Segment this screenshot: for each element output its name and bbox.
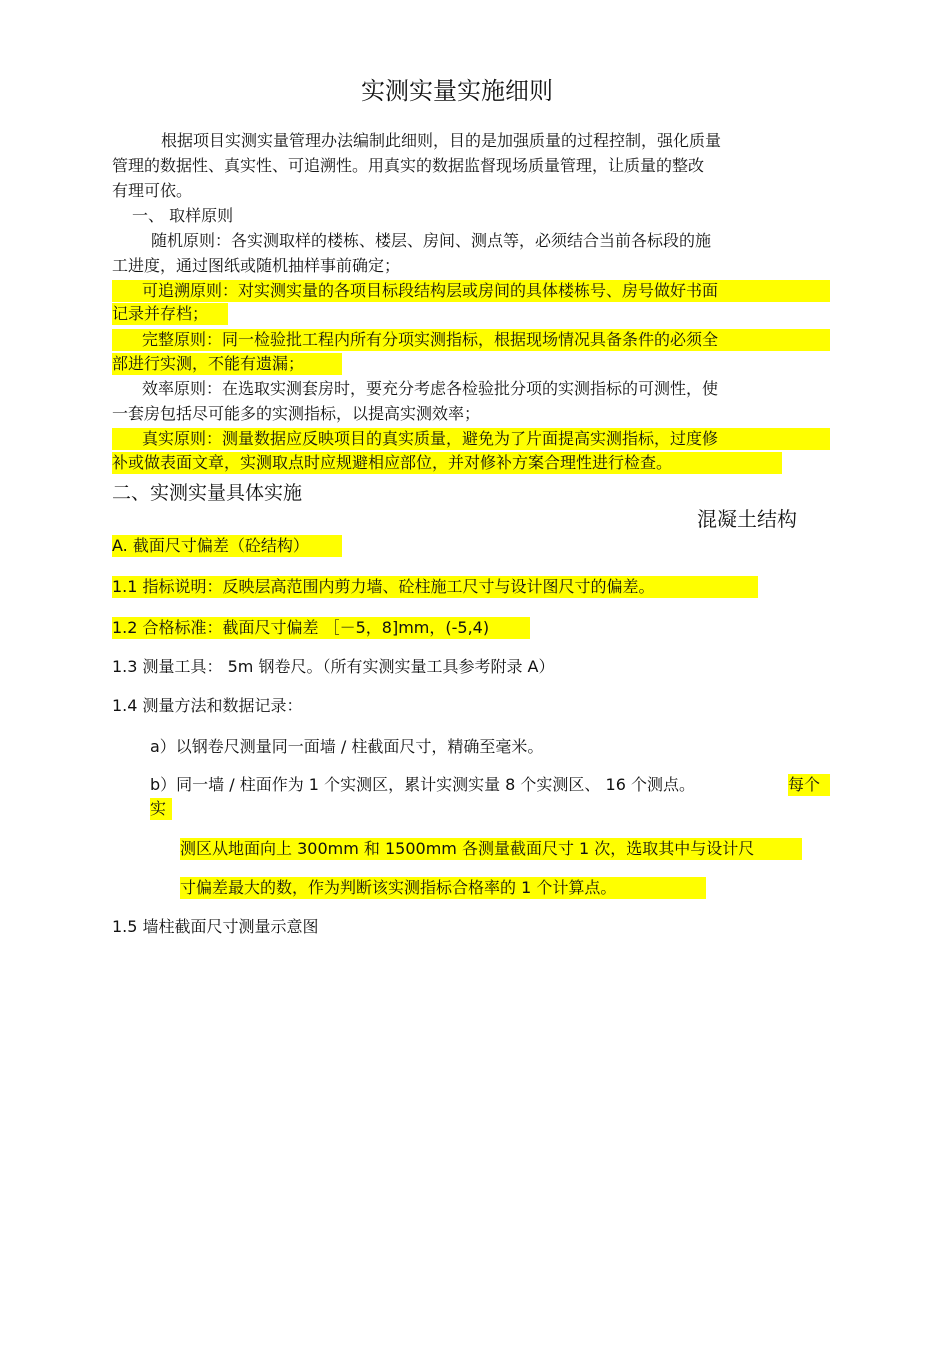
item-b-continuation-2: 寸偏差最大的数，作为判断该实测指标合格率的 1 个计算点。 — [180, 877, 706, 899]
item-1-1: 1.1 指标说明：反映层高范围内剪力墙、砼柱施工尺寸与设计图尺寸的偏差。 — [112, 576, 758, 598]
intro-line-2: 管理的数据性、真实性、可追溯性。用真实的数据监督现场质量管理，让质量的整改 — [112, 156, 705, 175]
page-title: 实测实量实施细则 — [361, 77, 553, 105]
complete-principle-line-2: 部进行实测，不能有遗漏； — [112, 353, 342, 375]
random-principle-line-2: 工进度，通过图纸或随机抽样事前确定； — [112, 256, 401, 275]
intro-line-3: 有理可依。 — [112, 181, 193, 200]
item-b-text: b）同一墙 / 柱面作为 1 个实测区，累计实测实量 8 个实测区、 16 个测点。 — [150, 775, 695, 794]
section-2-heading: 二、实测实量具体实施 — [112, 482, 303, 504]
efficiency-principle-line-2: 一套房包括尽可能多的实测指标，以提高实测效率； — [112, 404, 481, 423]
complete-principle-line-1: 完整原则：同一检验批工程内所有分项实测指标，根据现场情况具备条件的必须全 — [112, 329, 830, 351]
item-b-highlight-end: 每个 — [788, 774, 830, 796]
random-principle-line-1: 随机原则：各实测取样的楼栋、楼层、房间、测点等，必须结合当前各标段的施 — [151, 231, 712, 250]
truth-principle-line-1: 真实原则：测量数据应反映项目的真实质量，避免为了片面提高实测指标，过度修 — [112, 428, 830, 450]
item-1-3: 1.3 测量工具： 5m 钢卷尺。（所有实测实量工具参考附录 A） — [112, 657, 555, 676]
item-1-5: 1.5 墙柱截面尺寸测量示意图 — [112, 917, 319, 936]
section-1-heading: 一、 取样原则 — [132, 206, 234, 225]
item-b-highlight-wrap: 实 — [150, 798, 172, 820]
item-1-4: 1.4 测量方法和数据记录： — [112, 696, 303, 715]
item-b-continuation-1: 测区从地面向上 300mm 和 1500mm 各测量截面尺寸 1 次，选取其中与设计尺 — [180, 838, 802, 860]
item-1-2: 1.2 合格标准：截面尺寸偏差 ［－5，8]mm，(-5,4) — [112, 617, 530, 639]
trace-principle-line-1: 可追溯原则：对实测实量的各项目标段结构层或房间的具体楼栋号、房号做好书面 — [112, 280, 830, 302]
intro-line-1: 根据项目实测实量管理办法编制此细则，目的是加强质量的过程控制，强化质量 — [161, 131, 722, 150]
item-a-text: a）以钢卷尺测量同一面墙 / 柱截面尺寸，精确至毫米。 — [150, 737, 544, 756]
truth-principle-line-2: 补或做表面文章，实测取点时应规避相应部位，并对修补方案合理性进行检查。 — [112, 452, 782, 474]
efficiency-principle-line-1: 效率原则：在选取实测套房时，要充分考虑各检验批分项的实测指标的可测性，使 — [142, 379, 719, 398]
concrete-structure-subheading: 混凝土结构 — [697, 507, 797, 531]
trace-principle-line-2: 记录并存档； — [112, 303, 228, 325]
item-a-heading: A. 截面尺寸偏差（砼结构） — [112, 535, 342, 557]
